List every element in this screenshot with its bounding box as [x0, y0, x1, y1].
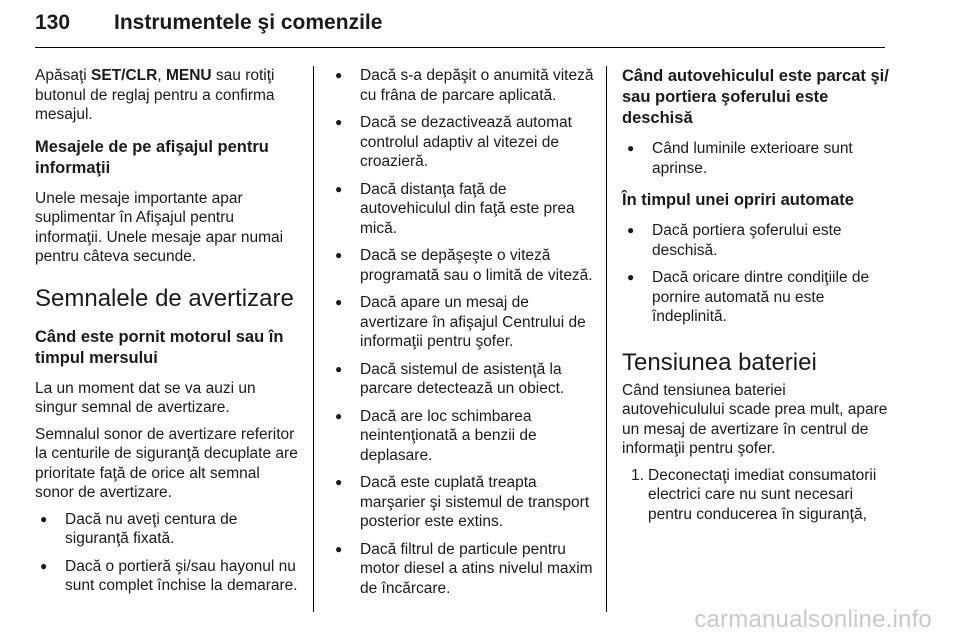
- column-divider-2: [606, 66, 607, 612]
- autostop-list: [622, 221, 892, 327]
- engine-paragraph: La un moment dat se va auzi un singur semnal de avertizare.: [35, 379, 256, 416]
- heading-engine-running: Când este pornit motorul sau în timpul mersului: [35, 327, 284, 367]
- warning-conditions-list: [330, 66, 595, 598]
- column-divider-1: [313, 66, 314, 612]
- page-number: 130: [35, 11, 71, 34]
- list-item: ● Dacă are loc schimbarea neintenţionată a benzii de deplasare.: [330, 407, 595, 466]
- list-item: ● Dacă o portieră şi/sau hayonul nu sunt complet închise la demarare.: [35, 557, 300, 596]
- list-item: ● Dacă se depăşeşte o viteză programată sau o limită de viteză.: [330, 246, 595, 285]
- battery-paragraph: Când tensiunea bateriei autovehiculului scade prea mult, apare un mesaj de avertizare în centrul de informaţii pentru şofer.: [622, 381, 888, 457]
- column-left: [35, 66, 300, 604]
- seatbelt-door-list: [35, 510, 300, 596]
- intro-prefix: Apăsaţi: [35, 67, 92, 84]
- intro-suffix: sau rotiţi butonul de reglaj pentru a confirma mesajul.: [35, 67, 275, 123]
- step-number: 1.: [631, 466, 644, 484]
- list-item: ● Dacă distanţa faţă de autovehiculul din faţă este prea mică.: [330, 180, 595, 239]
- list-item: ● Când luminile exterioare sunt aprinse.: [622, 139, 892, 178]
- list-item: ● Dacă este cuplată treapta marşarier şi sistemul de transport posterior este extins.: [330, 473, 595, 532]
- priority-paragraph: Semnalul sonor de avertizare referitor la centurile de siguranţă decuplate are prioritate faţă de orice alt semnal sonor de avertizare.: [35, 425, 298, 501]
- intro-paragraph: [35, 66, 300, 125]
- intro-separator: ,: [157, 67, 166, 84]
- list-item: ● Dacă filtrul de particule pentru motor diesel a atins nivelul maxim de încărcare.: [330, 540, 595, 599]
- info-paragraph: Unele mesaje importante apar suplimentar în Afişajul pentru informaţii. Unele mesaje apar numai pentru câteva secunde.: [35, 189, 284, 265]
- heading-battery-voltage: Tensiunea bateriei: [622, 348, 817, 376]
- battery-steps-list: [622, 466, 892, 525]
- step-text: Deconectaţi imediat consumatorii electrici care nu sunt necesari pentru conducerea în siguranţă,: [648, 466, 877, 523]
- list-item: ● Dacă sistemul de asistenţă la parcare detectează un obiect.: [330, 360, 595, 399]
- list-item: ● Dacă nu aveţi centura de siguranţă fixată.: [35, 510, 300, 549]
- heading-autostop: În timpul unei opriri automate: [622, 191, 854, 209]
- column-middle: [330, 66, 595, 606]
- watermark: carmanualsonline.info: [694, 606, 932, 633]
- column-right: [622, 66, 892, 532]
- list-item: ● Dacă portiera şoferului este deschisă.: [622, 221, 892, 260]
- list-item: ● Dacă apare un mesaj de avertizare în afişajul Centrului de informaţii pentru şofer.: [330, 293, 595, 352]
- parked-list: [622, 139, 892, 178]
- header-divider: [35, 47, 885, 48]
- list-item: ● Dacă oricare dintre condiţiile de pornire automată nu este îndeplinită.: [622, 268, 892, 327]
- heading-warning-chimes: Semnalele de avertizare: [35, 284, 294, 312]
- list-item: ● Dacă s-a depăşit o anumită viteză cu frâna de parcare aplicată.: [330, 66, 595, 105]
- set-clr-key: SET/CLR: [91, 67, 158, 84]
- menu-key: MENU: [165, 67, 212, 84]
- list-item: [622, 466, 892, 525]
- heading-info-messages: Mesajele de pe afişajul pentru informaţii: [35, 137, 269, 177]
- page-title: Instrumentele şi comenzile: [114, 11, 383, 34]
- page-header: [35, 4, 885, 44]
- heading-vehicle-parked: Când autovehiculul este parcat şi/ sau portiera şoferului este deschisă: [622, 67, 889, 127]
- list-item: ● Dacă se dezactivează automat controlul adaptiv al vitezei de croazieră.: [330, 113, 595, 172]
